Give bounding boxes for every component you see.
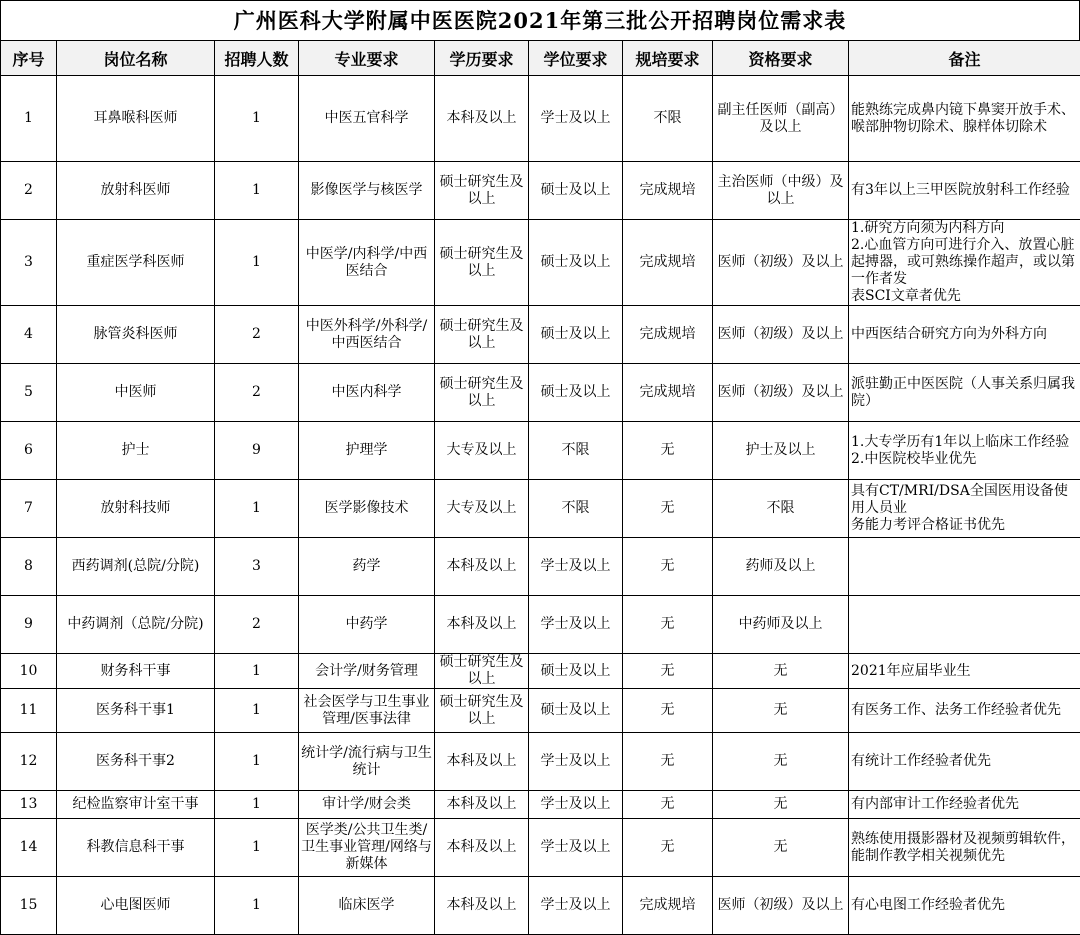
cell-training: 无: [623, 480, 713, 538]
note-line: 派驻勤正中医医院（人事关系归属我院）: [851, 376, 1078, 410]
cell-qualification: 无: [713, 819, 849, 877]
cell-training: 无: [623, 791, 713, 819]
header-position: 岗位名称: [57, 41, 215, 76]
cell-count: 9: [215, 422, 299, 480]
cell-position: 放射科医师: [57, 162, 215, 220]
cell-notes: [849, 480, 1080, 538]
cell-education: 大专及以上: [435, 480, 529, 538]
cell-degree: 硕士及以上: [529, 162, 623, 220]
cell-no: 11: [1, 689, 57, 733]
cell-degree: 学士及以上: [529, 791, 623, 819]
cell-notes: [849, 654, 1080, 689]
cell-training: 完成规培: [623, 306, 713, 364]
cell-no: 15: [1, 877, 57, 935]
table-row: [1, 733, 1080, 791]
cell-degree: 硕士及以上: [529, 306, 623, 364]
cell-position: 医务科干事2: [57, 733, 215, 791]
note-line: 务能力考评合格证书优先: [851, 517, 1078, 534]
cell-education: 硕士研究生及以上: [435, 364, 529, 422]
header-education: 学历要求: [435, 41, 529, 76]
cell-major: 医学类/公共卫生类/卫生事业管理/网络与新媒体: [299, 819, 435, 877]
cell-no: 3: [1, 220, 57, 306]
cell-no: 5: [1, 364, 57, 422]
cell-degree: 学士及以上: [529, 733, 623, 791]
cell-degree: 不限: [529, 422, 623, 480]
cell-notes: [849, 220, 1080, 306]
cell-major: 统计学/流行病与卫生统计: [299, 733, 435, 791]
note-line: 具有CT/MRI/DSA全国医用设备使用人员业: [851, 483, 1078, 517]
note-line: 2021年应届毕业生: [851, 663, 1078, 680]
cell-no: 13: [1, 791, 57, 819]
cell-qualification: 医师（初级）及以上: [713, 364, 849, 422]
note-line: 1.大专学历有1年以上临床工作经验: [851, 434, 1078, 451]
cell-position: 中药调剂（总院/分院): [57, 596, 215, 654]
cell-training: 无: [623, 689, 713, 733]
cell-no: 7: [1, 480, 57, 538]
cell-position: 心电图医师: [57, 877, 215, 935]
cell-no: 10: [1, 654, 57, 689]
cell-education: 硕士研究生及以上: [435, 306, 529, 364]
cell-notes: [849, 689, 1080, 733]
cell-degree: 学士及以上: [529, 76, 623, 162]
table-row: [1, 654, 1080, 689]
cell-major: 影像医学与核医学: [299, 162, 435, 220]
cell-count: 1: [215, 733, 299, 791]
cell-count: 1: [215, 791, 299, 819]
cell-training: 无: [623, 819, 713, 877]
cell-count: 2: [215, 306, 299, 364]
cell-education: 本科及以上: [435, 819, 529, 877]
note-line: 有医务工作、法务工作经验者优先: [851, 702, 1078, 719]
cell-training: 无: [623, 422, 713, 480]
cell-major: 护理学: [299, 422, 435, 480]
table-row: [1, 877, 1080, 935]
cell-major: 社会医学与卫生事业管理/医事法律: [299, 689, 435, 733]
cell-no: 14: [1, 819, 57, 877]
cell-qualification: 中药师及以上: [713, 596, 849, 654]
cell-qualification: 医师（初级）及以上: [713, 306, 849, 364]
cell-degree: 不限: [529, 480, 623, 538]
cell-notes: [849, 364, 1080, 422]
cell-no: 2: [1, 162, 57, 220]
header-degree: 学位要求: [529, 41, 623, 76]
cell-no: 4: [1, 306, 57, 364]
table-row: [1, 162, 1080, 220]
cell-training: 无: [623, 733, 713, 791]
recruitment-table: [0, 40, 1080, 935]
cell-major: 药学: [299, 538, 435, 596]
cell-notes: [849, 877, 1080, 935]
cell-degree: 硕士及以上: [529, 654, 623, 689]
cell-major: 审计学/财会类: [299, 791, 435, 819]
cell-position: 西药调剂(总院/分院): [57, 538, 215, 596]
cell-qualification: 副主任医师（副高）及以上: [713, 76, 849, 162]
cell-education: 硕士研究生及以上: [435, 162, 529, 220]
cell-position: 脉管炎科医师: [57, 306, 215, 364]
table-row: [1, 689, 1080, 733]
cell-degree: 硕士及以上: [529, 689, 623, 733]
cell-notes: [849, 76, 1080, 162]
table-row: [1, 220, 1080, 306]
cell-training: 不限: [623, 76, 713, 162]
cell-count: 1: [215, 654, 299, 689]
table-row: [1, 76, 1080, 162]
note-line: 表SCI文章者优先: [851, 288, 1078, 305]
cell-degree: 学士及以上: [529, 596, 623, 654]
cell-major: 中医五官科学: [299, 76, 435, 162]
cell-major: 中药学: [299, 596, 435, 654]
cell-qualification: 主治医师（中级）及以上: [713, 162, 849, 220]
header-notes: 备注: [849, 41, 1080, 76]
cell-qualification: 护士及以上: [713, 422, 849, 480]
cell-education: 本科及以上: [435, 596, 529, 654]
note-line: 有内部审计工作经验者优先: [851, 796, 1078, 813]
cell-qualification: 无: [713, 654, 849, 689]
cell-no: 1: [1, 76, 57, 162]
cell-degree: 学士及以上: [529, 819, 623, 877]
cell-count: 1: [215, 877, 299, 935]
cell-position: 纪检监察审计室干事: [57, 791, 215, 819]
cell-count: 3: [215, 538, 299, 596]
cell-position: 重症医学科医师: [57, 220, 215, 306]
note-line: 熟练使用摄影器材及视频剪辑软件，能制作教学相关视频优先: [851, 831, 1078, 865]
cell-training: 无: [623, 538, 713, 596]
cell-major: 医学影像技术: [299, 480, 435, 538]
cell-education: 本科及以上: [435, 538, 529, 596]
cell-education: 本科及以上: [435, 733, 529, 791]
table-row: [1, 596, 1080, 654]
cell-notes: [849, 596, 1080, 654]
cell-count: 1: [215, 220, 299, 306]
note-line: 2.中医院校毕业优先: [851, 451, 1078, 468]
note-line: 中西医结合研究方向为外科方向: [851, 326, 1078, 343]
cell-degree: 学士及以上: [529, 877, 623, 935]
header-count: 招聘人数: [215, 41, 299, 76]
cell-position: 财务科干事: [57, 654, 215, 689]
cell-education: 硕士研究生及以上: [435, 654, 529, 689]
table-title: 广州医科大学附属中医医院2021年第三批公开招聘岗位需求表: [0, 0, 1080, 40]
cell-qualification: 不限: [713, 480, 849, 538]
cell-notes: [849, 422, 1080, 480]
cell-qualification: 无: [713, 791, 849, 819]
cell-training: 完成规培: [623, 364, 713, 422]
note-line: 1.研究方向须为内科方向: [851, 220, 1078, 237]
cell-position: 耳鼻喉科医师: [57, 76, 215, 162]
cell-major: 会计学/财务管理: [299, 654, 435, 689]
cell-position: 医务科干事1: [57, 689, 215, 733]
cell-count: 2: [215, 364, 299, 422]
cell-no: 6: [1, 422, 57, 480]
header-training: 规培要求: [623, 41, 713, 76]
cell-notes: [849, 306, 1080, 364]
table-row: [1, 791, 1080, 819]
table-row: [1, 538, 1080, 596]
table-row: [1, 364, 1080, 422]
cell-qualification: 无: [713, 733, 849, 791]
cell-count: 1: [215, 76, 299, 162]
cell-education: 本科及以上: [435, 76, 529, 162]
cell-training: 完成规培: [623, 220, 713, 306]
cell-position: 中医师: [57, 364, 215, 422]
header-qualification: 资格要求: [713, 41, 849, 76]
cell-position: 科教信息科干事: [57, 819, 215, 877]
note-line: 有心电图工作经验者优先: [851, 897, 1078, 914]
cell-position: 护士: [57, 422, 215, 480]
cell-position: 放射科技师: [57, 480, 215, 538]
cell-training: 完成规培: [623, 162, 713, 220]
note-line: 有3年以上三甲医院放射科工作经验: [851, 182, 1078, 199]
cell-notes: [849, 162, 1080, 220]
cell-count: 2: [215, 596, 299, 654]
note-line: 有统计工作经验者优先: [851, 753, 1078, 770]
cell-count: 1: [215, 480, 299, 538]
note-line: 2.心血管方向可进行介入、放置心脏起搏器，或可熟练操作超声，或以第一作者发: [851, 237, 1078, 288]
cell-education: 硕士研究生及以上: [435, 689, 529, 733]
cell-education: 硕士研究生及以上: [435, 220, 529, 306]
table-row: [1, 306, 1080, 364]
header-row: [1, 41, 1080, 76]
cell-major: 中医内科学: [299, 364, 435, 422]
cell-degree: 硕士及以上: [529, 364, 623, 422]
cell-no: 9: [1, 596, 57, 654]
cell-training: 无: [623, 596, 713, 654]
cell-education: 本科及以上: [435, 877, 529, 935]
table-row: [1, 480, 1080, 538]
cell-training: 无: [623, 654, 713, 689]
cell-qualification: 医师（初级）及以上: [713, 220, 849, 306]
cell-major: 中医学/内科学/中西医结合: [299, 220, 435, 306]
cell-count: 1: [215, 819, 299, 877]
cell-notes: [849, 791, 1080, 819]
cell-notes: [849, 819, 1080, 877]
cell-training: 完成规培: [623, 877, 713, 935]
cell-major: 临床医学: [299, 877, 435, 935]
cell-no: 12: [1, 733, 57, 791]
cell-education: 本科及以上: [435, 791, 529, 819]
cell-qualification: 无: [713, 689, 849, 733]
cell-count: 1: [215, 162, 299, 220]
cell-major: 中医外科学/外科学/中西医结合: [299, 306, 435, 364]
cell-degree: 硕士及以上: [529, 220, 623, 306]
cell-qualification: 药师及以上: [713, 538, 849, 596]
header-major: 专业要求: [299, 41, 435, 76]
table-row: [1, 422, 1080, 480]
cell-education: 大专及以上: [435, 422, 529, 480]
cell-notes: [849, 733, 1080, 791]
cell-count: 1: [215, 689, 299, 733]
header-no: 序号: [1, 41, 57, 76]
cell-no: 8: [1, 538, 57, 596]
cell-notes: [849, 538, 1080, 596]
table-row: [1, 819, 1080, 877]
cell-qualification: 医师（初级）及以上: [713, 877, 849, 935]
cell-degree: 学士及以上: [529, 538, 623, 596]
note-line: 能熟练完成鼻内镜下鼻窦开放手术、喉部肿物切除术、腺样体切除术: [851, 102, 1078, 136]
